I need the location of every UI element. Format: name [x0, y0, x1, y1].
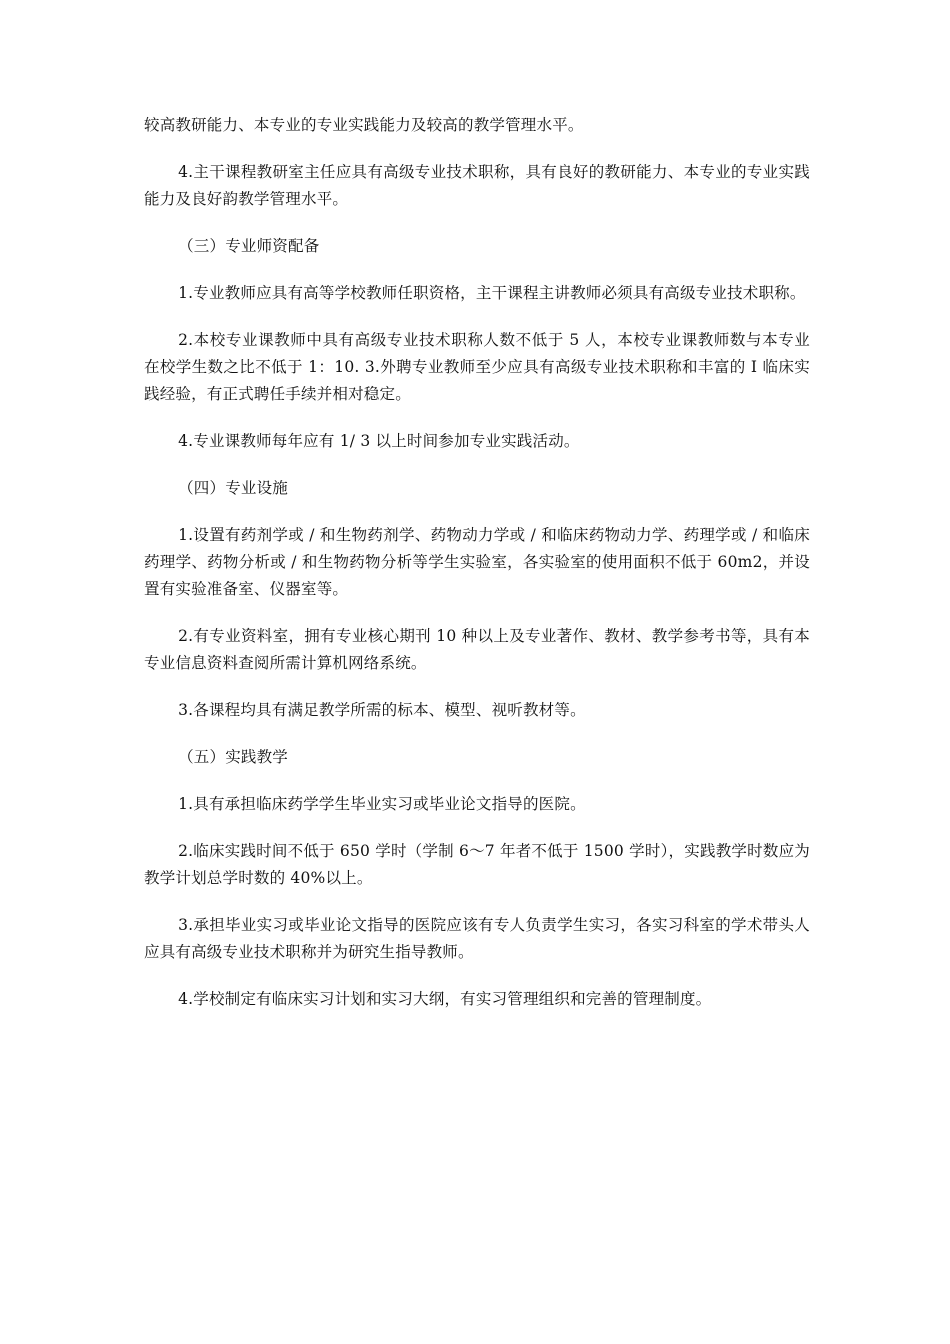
paragraph-item: 4.学校制定有临床实习计划和实习大纲，有实习管理组织和完善的管理制度。 [178, 990, 712, 1008]
section-heading: （五）实践教学 [178, 748, 288, 766]
paragraph-item: 2.有专业资料室，拥有专业核心期刊 10 种以上及专业著作、教材、教学参考书等，具有本专业信息资料查阅所需计算机网络系统。 [144, 627, 810, 672]
paragraph-item: 3.承担毕业实习或毕业论文指导的医院应该有专人负责学生实习，各实习科室的学术带头人应具有高级专业技术职称并为研究生指导教师。 [144, 916, 810, 961]
paragraph-continuation: 较高教研能力、本专业的专业实践能力及较高的教学管理水平。 [144, 116, 584, 134]
paragraph-item: 2.本校专业课教师中具有高级专业技术职称人数不低于 5 人，本校专业课教师数与本专业在校学生数之比不低于 1：10. 3.外聘专业教师至少应具有高级专业技术职称和丰富的 I 临床实践经验，有正式聘任手续并相对稳定。 [144, 331, 810, 403]
paragraph-item: 2.临床实践时间不低于 650 学时（学制 6～7 年者不低于 1500 学时），实践教学时数应为教学计划总学时数的 40%以上。 [144, 842, 810, 887]
section-heading: （四）专业设施 [178, 479, 288, 497]
paragraph-item: 4.主干课程教研室主任应具有高级专业技术职称，具有良好的教研能力、本专业的专业实践能力及良好韵教学管理水平。 [144, 163, 810, 208]
section-heading: （三）专业师资配备 [178, 237, 320, 255]
paragraph-item: 3.各课程均具有满足教学所需的标本、模型、视听教材等。 [178, 701, 586, 719]
paragraph-item: 4.专业课教师每年应有 1/ 3 以上时间参加专业实践活动。 [178, 432, 580, 450]
paragraph-item: 1.专业教师应具有高等学校教师任职资格，主干课程主讲教师必须具有高级专业技术职称。 [178, 284, 806, 302]
paragraph-item: 1.具有承担临床药学学生毕业实习或毕业论文指导的医院。 [178, 795, 586, 813]
paragraph-item: 1.设置有药剂学或 / 和生物药剂学、药物动力学或 / 和临床药物动力学、药理学或 / 和临床药理学、药物分析或 / 和生物药物分析等学生实验室，各实验室的使用面积不低于 60m2，并设置有实验准备室、仪器室等。 [144, 526, 810, 598]
document-body [144, 112, 810, 1033]
